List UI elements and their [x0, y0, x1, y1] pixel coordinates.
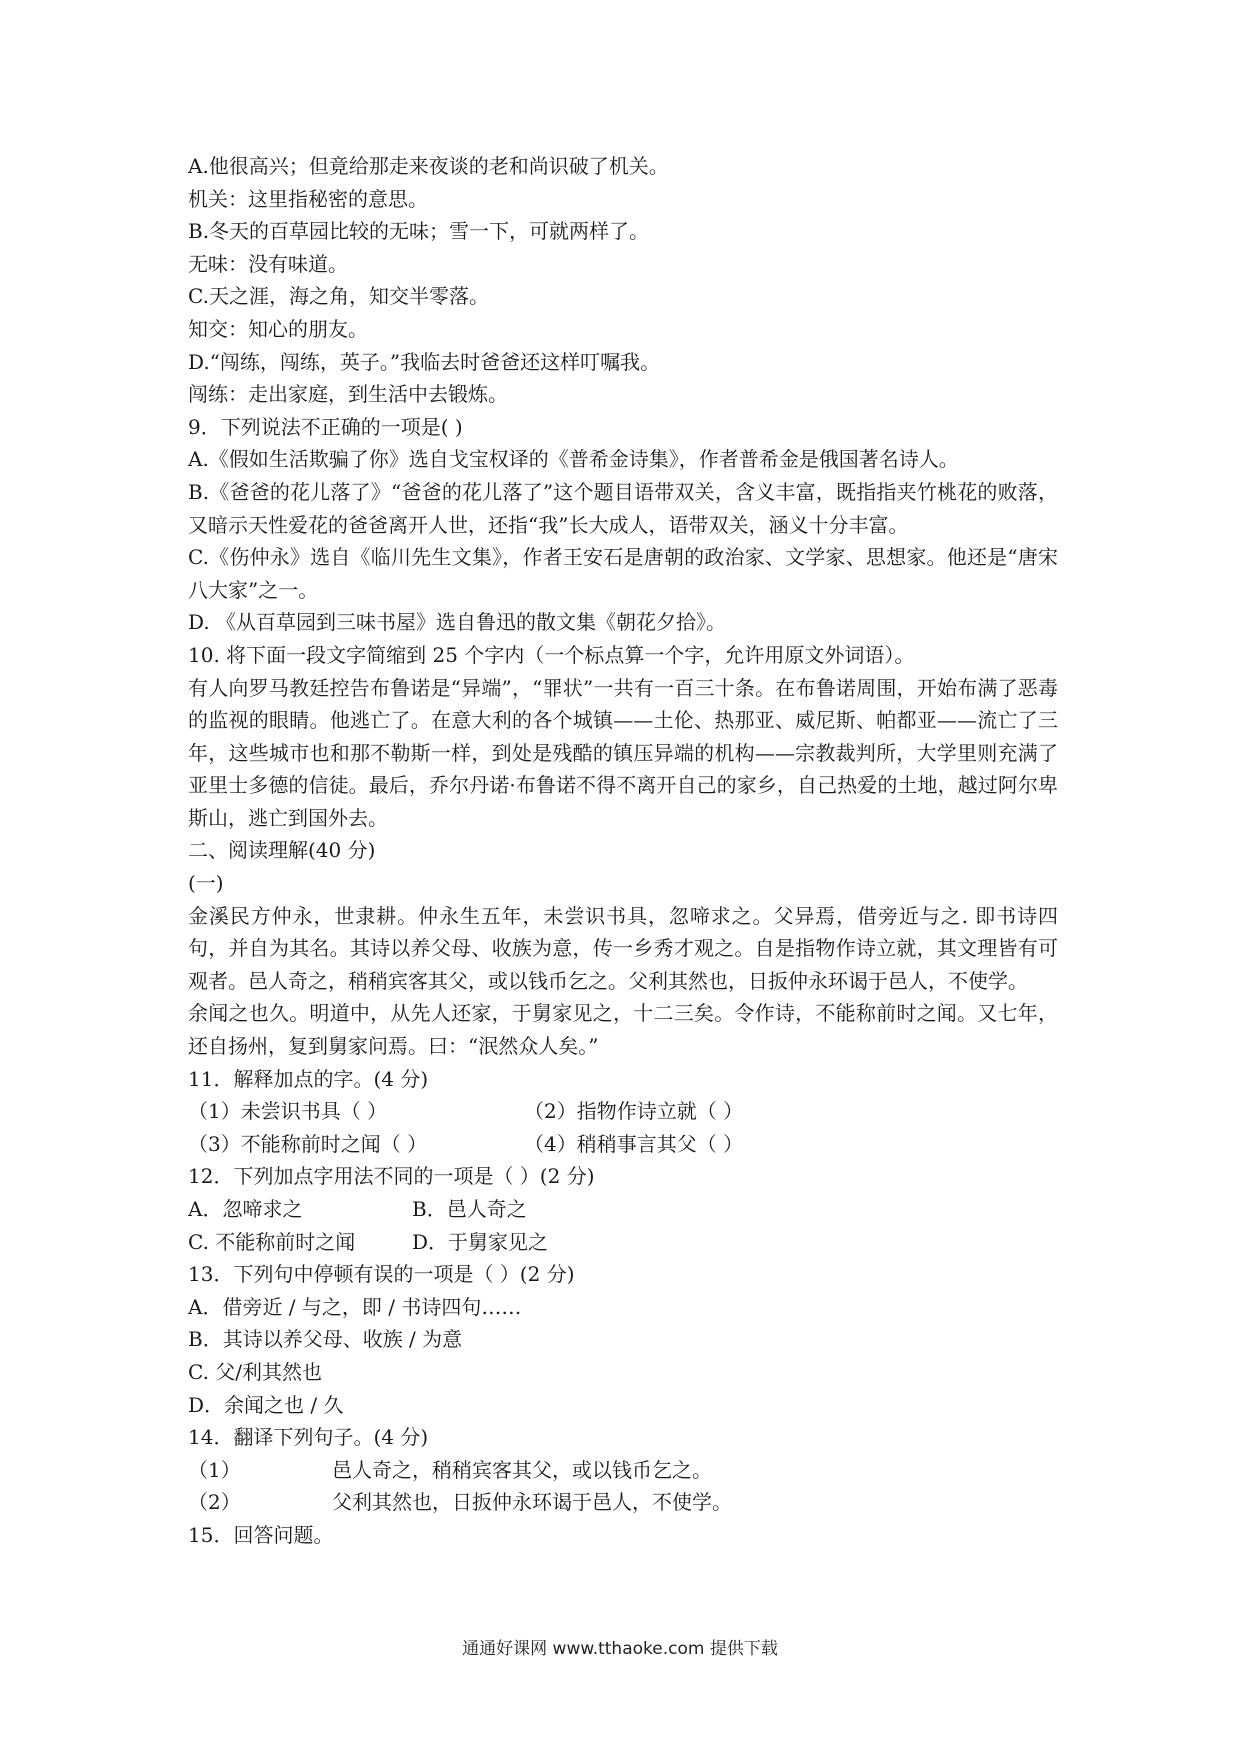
question-10-passage: 有人向罗马教廷控告布鲁诺是“异端”，“罪状”一共有一百三十条。在布鲁诺周围，开始布满了恶毒的监视的眼睛。他逃亡了。在意大利的各个城镇——土伦、热那亚、威尼斯、帕都亚——流亡了三年，这些城市也和那不勒斯一样，到处是残酷的镇压异端的机构——宗教裁判所，大学里则充满了亚里士多德的信徒。最后，乔尔丹诺·布鲁诺不得不离开自己的家乡，自己热爱的土地，越过阿尔卑斯山，逃亡到国外去。 — [188, 675, 1058, 830]
question-14-item-1 — [188, 1454, 1058, 1487]
question-14-item-2-sentence: 父利其然也，日扳仲永环谒于邑人，不使学。 — [332, 1490, 732, 1515]
question-14-stem: 14．翻译下列句子。(4 分) — [188, 1425, 429, 1450]
option-d-sentence: D.“闯练，闯练，英子。”我临去时爸爸还这样叮嘱我。 — [188, 349, 661, 374]
question-9-option-a: A.《假如生活欺骗了你》选自戈宝权译的《普希金诗集》，作者普希金是俄国著名诗人。 — [188, 447, 959, 472]
question-14-item-2 — [188, 1486, 1058, 1519]
question-13-option-b[interactable]: B．其诗以养父母、收族 / 为意 — [188, 1327, 463, 1352]
question-11-item-1[interactable]: （1）未尝识书具（ ） — [188, 1099, 388, 1124]
option-d-gloss: 闯练：走出家庭，到生活中去锻炼。 — [188, 382, 508, 407]
question-9-option-b: B.《爸爸的花儿落了》“爸爸的花儿落了”这个题目语带双关，含义丰富，既指指夹竹桃花的败落，又暗示天性爱花的爸爸离开人世，还指“我”长大成人，语带双关，涵义十分丰富。 — [188, 479, 1058, 537]
classical-text-paragraph-2: 余闻之也久。明道中，从先人还家，于舅家见之，十二三矣。令作诗，不能称前时之闻。又七年，还自扬州，复到舅家问焉。曰：“泯然众人矣。” — [188, 1001, 1058, 1059]
option-a-sentence: A.他很高兴；但竟给那走来夜谈的老和尚识破了机关。 — [188, 154, 669, 178]
exam-page — [188, 150, 1058, 1552]
question-13-stem: 13．下列句中停顿有误的一项是（ ）(2 分) — [188, 1262, 575, 1287]
classical-text-paragraph-1: 金溪民方仲永，世隶耕。仲永生五年，未尝识书具，忽啼求之。父异焉，借旁近与之. 即书诗四句，并自为其名。其诗以养父母、收族为意，传一乡秀才观之。自是指物作诗立就，其文理皆有可观者。邑人奇之，稍稍宾客其父，或以钱币乞之。父利其然也，日扳仲永环谒于邑人，不使学。 — [188, 903, 1058, 993]
question-11-item-4[interactable]: （4）稍稍事言其父（ ） — [524, 1131, 744, 1156]
question-11-stem: 11．解释加点的字。(4 分) — [188, 1066, 429, 1091]
option-c-sentence: C.天之涯，海之角，知交半零落。 — [188, 284, 489, 309]
question-13-option-d[interactable]: D．余闻之也 / 久 — [188, 1392, 344, 1417]
question-9-option-d: D. 《从百草园到三味书屋》选自鲁迅的散文集《朝花夕拾》。 — [188, 610, 727, 635]
question-12-option-b[interactable]: B．邑人奇之 — [412, 1197, 527, 1221]
question-9-stem: 9．下列说法不正确的一项是( ) — [188, 414, 463, 439]
question-13-option-c[interactable]: C. 父/利其然也 — [188, 1359, 323, 1384]
question-13-option-a[interactable]: A．借旁近 / 与之，即 / 书诗四句…… — [188, 1294, 522, 1319]
question-14-item-1-number: （1） — [188, 1457, 241, 1482]
section-2-heading: 二、阅读理解(40 分) — [188, 838, 376, 863]
question-9-option-c: C.《伤仲永》选自《临川先生文集》，作者王安石是唐朝的政治家、文学家、思想家。他还是“唐宋八大家”之一。 — [188, 545, 1058, 602]
question-11-item-2[interactable]: （2）指物作诗立就（ ） — [524, 1099, 744, 1124]
question-12-option-c[interactable]: C. 不能称前时之闻 — [188, 1229, 356, 1254]
question-12-row-1 — [188, 1193, 1058, 1226]
option-b-sentence: B.冬天的百草园比较的无味；雪一下，可就两样了。 — [188, 219, 650, 244]
option-b-gloss: 无味：没有味道。 — [188, 251, 348, 276]
question-12-row-2 — [188, 1226, 1058, 1259]
question-11-row-2 — [188, 1128, 1058, 1161]
page-footer: 通通好课网 www.tthaoke.com 提供下载 — [462, 1639, 778, 1659]
option-c-gloss: 知交：知心的朋友。 — [188, 316, 368, 341]
question-11-item-3[interactable]: （3）不能称前时之闻（ ） — [188, 1131, 428, 1156]
option-a-gloss: 机关：这里指秘密的意思。 — [188, 186, 428, 211]
question-11-row-1 — [188, 1095, 1058, 1128]
question-12-stem: 12．下列加点字用法不同的一项是（ ）(2 分) — [188, 1164, 595, 1189]
question-10-stem: 10. 将下面一段文字简缩到 25 个字内（一个标点算一个字，允许用原文外词语）。 — [188, 642, 915, 667]
question-12-option-a[interactable]: A．忽啼求之 — [188, 1197, 303, 1221]
section-2-subheading: (一) — [188, 871, 224, 896]
question-14-item-1-sentence: 邑人奇之，稍稍宾客其父，或以钱币乞之。 — [332, 1457, 712, 1482]
question-12-option-d[interactable]: D．于舅家见之 — [412, 1229, 549, 1254]
question-15-stem: 15．回答问题。 — [188, 1522, 334, 1547]
question-14-item-2-number: （2） — [188, 1490, 241, 1515]
